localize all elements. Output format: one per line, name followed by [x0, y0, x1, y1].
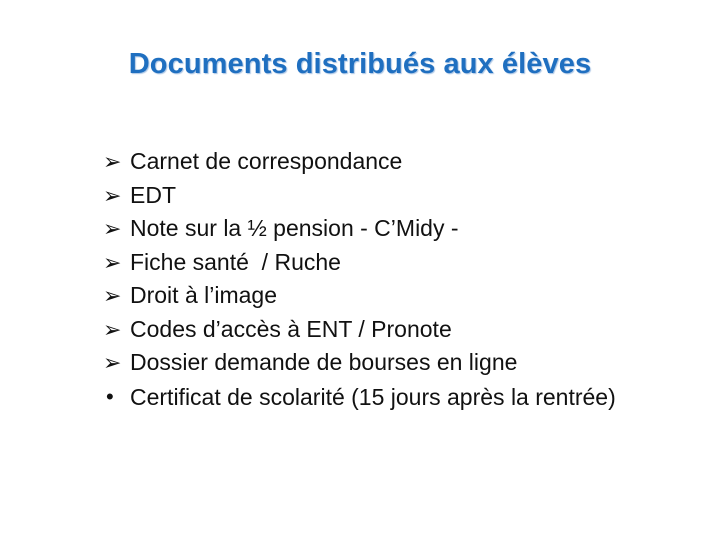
arrow-bullet-icon: ➢: [103, 283, 122, 308]
arrow-bullet-icon: ➢: [103, 316, 122, 342]
arrow-bullet-icon: ➢: [103, 216, 122, 241]
list-item-text: Dossier demande de bourses en ligne: [130, 349, 518, 375]
list-item: [103, 145, 663, 179]
list-item: [103, 246, 663, 280]
list-item-text: Certificat de scolarité (15 jours après la rentrée): [130, 383, 616, 410]
arrow-bullet-icon: ➢: [103, 149, 122, 174]
arrow-bullet-icon: ➢: [103, 350, 122, 375]
slide-title: Documents distribués aux élèves: [128, 48, 592, 80]
list-item-text: EDT: [130, 181, 176, 208]
list-item: [103, 346, 663, 380]
list-item-text: Carnet de correspondance: [130, 148, 403, 174]
document-list: [103, 145, 663, 411]
arrow-bullet-icon: ➢: [103, 249, 122, 275]
list-item: [103, 313, 663, 347]
list-item-text: Droit à l’image: [130, 282, 277, 308]
arrow-bullet-icon: ➢: [103, 182, 122, 208]
list-item: [103, 380, 630, 411]
list-item: [103, 179, 663, 213]
list-item: [103, 279, 663, 313]
list-item: [103, 212, 663, 246]
list-item-text: Codes d’accès à ENT / Pronote: [130, 315, 452, 342]
list-item-text: Fiche santé / Ruche: [130, 248, 341, 275]
list-item-text: Note sur la ½ pension - C’Midy -: [130, 215, 459, 241]
dot-bullet-icon: •: [106, 383, 114, 409]
